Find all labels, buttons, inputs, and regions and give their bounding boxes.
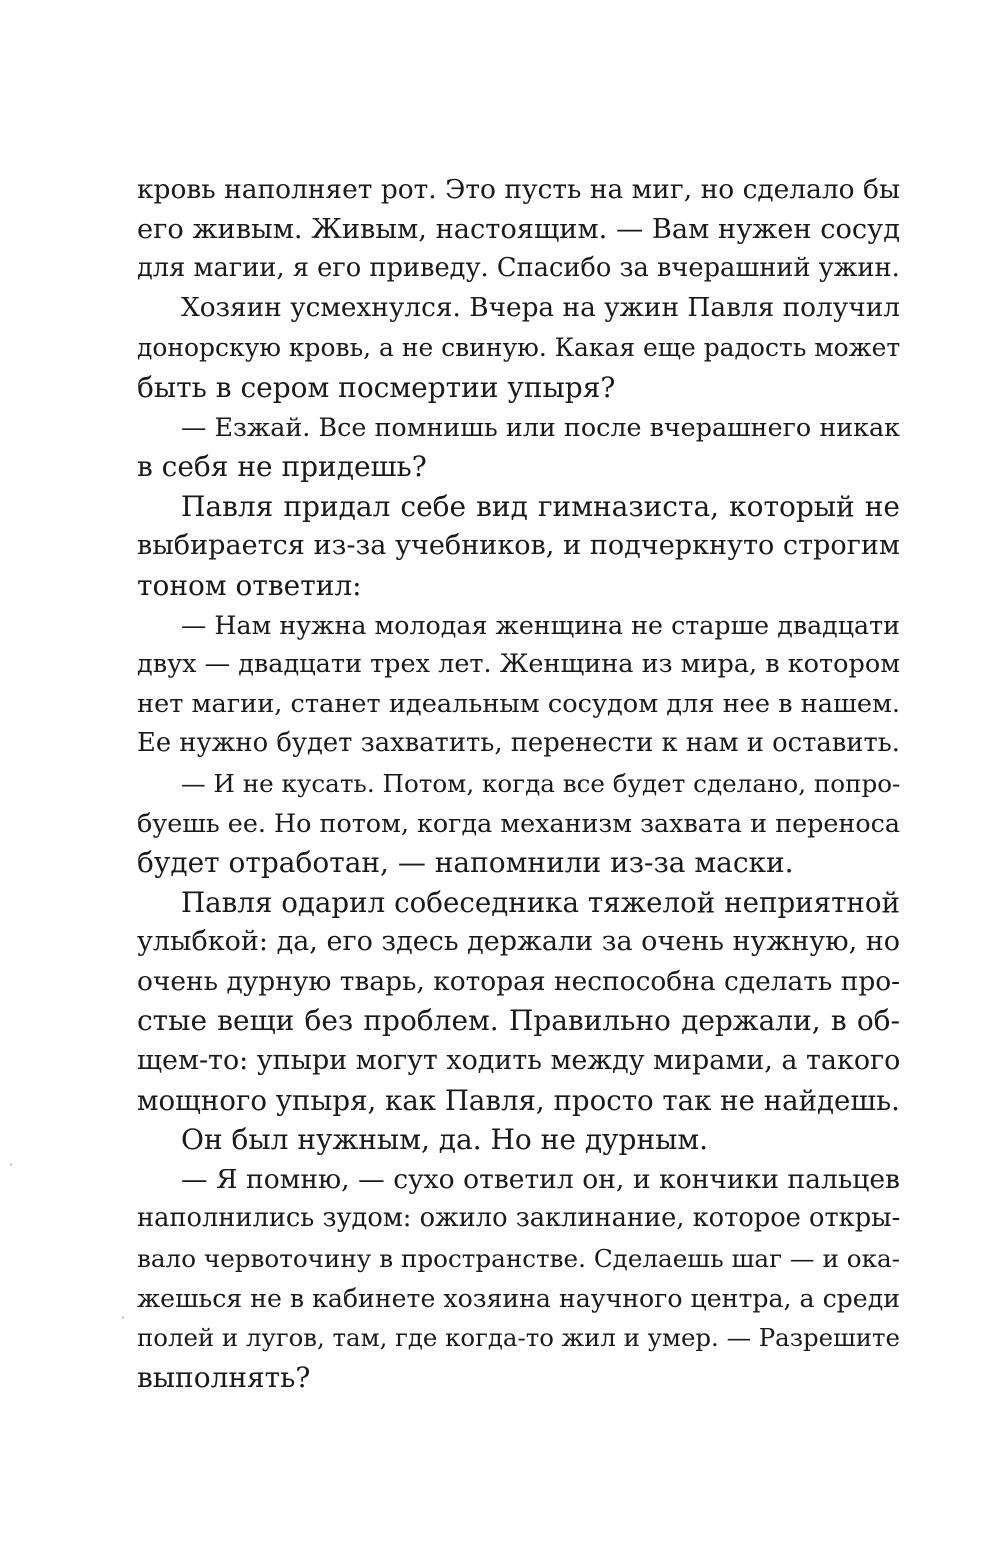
text-line: его живым. Живым, настоящим. — Вам нужен сосуд bbox=[137, 213, 900, 245]
text-line: стые вещи без проблем. Правильно держали, в об- bbox=[137, 1004, 900, 1038]
text-line: полей и лугов, там, где когда-то жил и умер. — Разрешите bbox=[137, 1323, 900, 1353]
text-line: в себя не придешь? bbox=[137, 450, 427, 484]
text-line: быть в сером посмертии упыря? bbox=[137, 370, 616, 404]
text-line: тоном ответил: bbox=[137, 568, 362, 602]
page-speck bbox=[10, 1163, 12, 1166]
text-line: кровь наполняет рот. Это пусть на миг, но сделало бы bbox=[137, 174, 900, 205]
text-line: двух — двадцати трех лет. Женщина из мира, в котором bbox=[137, 649, 901, 680]
text-line: Ее нужно будет захватить, перенести к нам и оставить. bbox=[137, 728, 900, 759]
text-line: Он был нужным, да. Но не дурным. bbox=[181, 1123, 709, 1157]
text-line: очень дурную тварь, которая неспособна сделать про- bbox=[137, 965, 901, 997]
text-line: донорскую кровь, а не свиную. Какая еще радость может bbox=[137, 333, 901, 363]
text-line: для магии, я его приведу. Спасибо за вчерашний ужин. bbox=[137, 253, 900, 284]
page-body-text bbox=[137, 170, 900, 1397]
text-line: улыбкой: да, его здесь держали за очень нужную, но bbox=[137, 926, 901, 958]
text-line: щем-то: упыри могут ходить между мирами, а такого bbox=[137, 1045, 901, 1077]
text-line: — Нам нужна молодая женщина не старше двадцати bbox=[181, 609, 900, 640]
text-line: — Езжай. Все помнишь или после вчерашнего никак bbox=[181, 411, 900, 442]
text-line: Павля придал себе вид гимназиста, который не bbox=[181, 489, 900, 523]
text-line: мощного упыря, как Павля, просто так не найдешь. bbox=[137, 1083, 900, 1117]
text-line: будет отработан, — напомнили из-за маски. bbox=[137, 846, 794, 880]
text-line: нет магии, станет идеальным сосудом для нее в нашем. bbox=[137, 688, 901, 719]
text-line: Хозяин усмехнулся. Вчера на ужин Павля получил bbox=[181, 292, 900, 323]
text-line: — Я помню, — сухо ответил он, и кончики пальцев bbox=[181, 1163, 900, 1195]
text-line: — И не кусать. Потом, когда все будет сделано, попро- bbox=[181, 768, 901, 798]
text-line: Павля одарил собеседника тяжелой неприятной bbox=[181, 885, 900, 919]
page-speck bbox=[122, 1316, 124, 1319]
text-line: выполнять? bbox=[137, 1360, 311, 1394]
text-line: жешься не в кабинете хозяина научного центра, а среди bbox=[137, 1283, 900, 1313]
text-line: буешь ее. Но потом, когда механизм захвата и переноса bbox=[137, 807, 900, 838]
text-line: вало червоточину в пространстве. Сделаешь шаг — и ока- bbox=[137, 1244, 900, 1274]
text-line: наполнились зудом: ожило заклинание, которое откры- bbox=[137, 1203, 901, 1234]
text-line: выбирается из-за учебников, и подчеркнуто строгим bbox=[137, 530, 900, 562]
